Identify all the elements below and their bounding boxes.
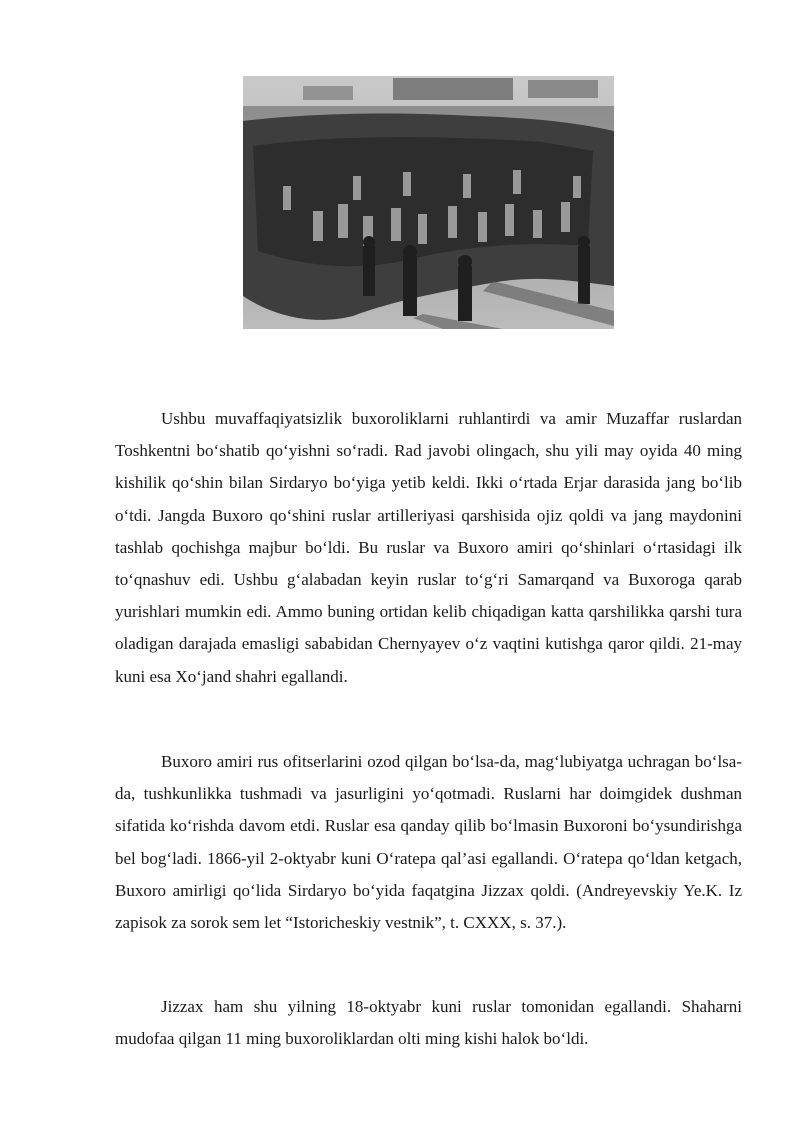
paragraph-1: Ushbu muvaffaqiyatsizlik buxoroliklarni ruhlantirdi va amir Muzaffar ruslardan Toshkentni bo‘shatib qo‘yishni so‘radi. Rad javobi olingach, shu yili may oyida 40 ming kishilik qo‘shin bilan Sirdaryo bo‘yiga yetib keldi. Ikki o‘rtada Erjar darasida jang bo‘lib o‘tdi. Jangda Buxoro qo‘shini ruslar artilleriyasi qarshisida ojiz qoldi va jang maydonini tashlab qochishga majbur bo‘ldi. Bu ruslar va Buxoro amiri qo‘shinlari o‘rtasidagi ilk to‘qnashuv edi. Ushbu g‘alabadan keyin ruslar to‘g‘ri Samarqand va Buxoroga qarab yurishlari mumkin edi. Ammo buning ortidan kelib chiqadigan katta qarshilikka qarshi tura oladigan darajada emasligi sababidan Chernyayev o‘z vaqtini kutishga qaror qildi. 21-may kuni esa Xo‘jand shahri egallandi. [115,409,742,686]
photo-image [243,76,614,329]
paragraph-3: Jizzax ham shu yilning 18-oktyabr kuni ruslar tomonidan egallandi. Shaharni mudofaa qilgan 11 ming buxoroliklardan olti ming kishi halok bo‘ldi. [115,997,742,1049]
paragraph-2: Buxoro amiri rus ofitserlarini ozod qilgan bo‘lsa-da, mag‘lubiyatga uchragan bo‘lsa-da, tushkunlikka tushmadi va jasurligini yo‘qotmadi. Ruslarni har doimgidek dushman sifatida ko‘rishda davom etdi. Ruslar esa qanday qilib bo‘lmasin Buxoroni bo‘ysundirishga bel bog‘ladi. 1866-yil 2-oktyabr kuni O‘ratepa qal’asi egallandi. O‘ratepa qo‘ldan ketgach, Buxoro amirligi qo‘lida Sirdaryo bo‘yida faqatgina Jizzax qoldi. (Andreyevskiy Ye.K. Iz zapisok za sorok sem let “Istoricheskiy vestnik”, t. CXXX, s. 37.). [115,752,742,933]
historical-photo [243,76,614,329]
